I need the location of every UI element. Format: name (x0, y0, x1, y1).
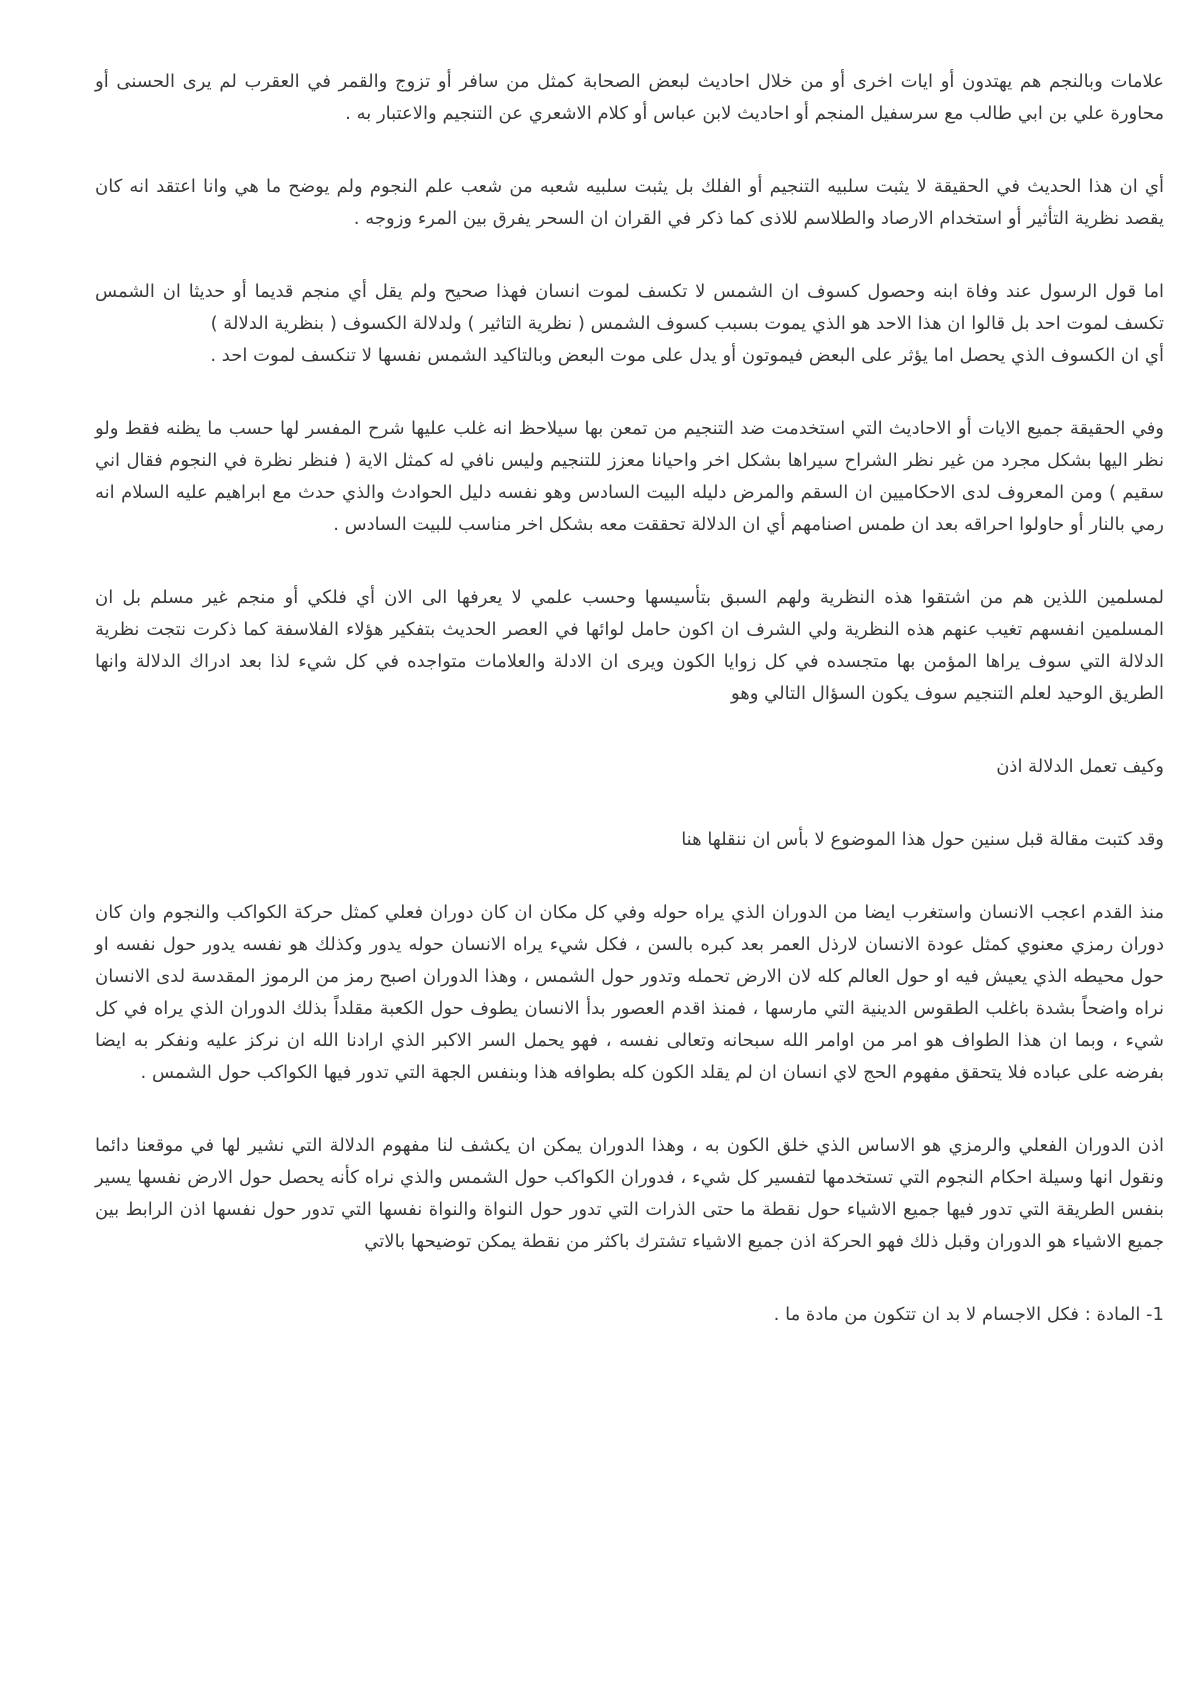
paragraph-text: وفي الحقيقة جميع الايات أو الاحاديث التي استخدمت ضد التنجيم من تمعن بها سيلاحظ انه غلب عليها شرح المفسر لها حسب ما يظنه فقط ولو نظر اليها بشكل مجرد من غير نظر الشراح سيراها بشكل اخر واحيانا معزز للتنجيم وليس نافي له (95, 418, 1164, 471)
paragraph-text: منذ القدم اعجب الانسان واستغرب ايضا من الدوران الذي يراه حوله وفي كل مكان ان كان دوران فعلي كمثل حركة الكواكب والنجوم وان كان دوران رمزي معنوي كمثل عودة الانسان لارذل العمر بعد كبره بالسن ، فكل شيء يراه الانسان حوله يدور وكذلك هو نفسه يدور حول نفسه او حول محيطه الذي يعيش فيه او حول العالم كله لان الارض تحمله وتدور حول الشمس ، وهذا الدوران اصبح رمز من الرموز المقدسة لدى الانسان نراه واضحاً بشدة باغلب الطقوس الدينية التي مارسها ، فمنذ اقدم العصور بدأ الانسان يطوف حول الكعبة مقلداً بذلك الدوران الذي يراه في كل شيء ، وبما ان هذا الطواف هو امر من اوامر الله سبحانه وتعالى نفسه ، فهو يحمل السر الاكبر الذي ارادنا الله ان نركز عليه ونفكر به ايضا بفرضه على عباده فلا يتحقق مفهوم الحج لاي انسان ان لم يقلد الكون كله بطوافه هذا وبنفس الجهة التي تدور فيها الكواكب حول الشمس . (95, 902, 1164, 1083)
paragraph-text: كمثل الاية ( فنظر نظرة في النجوم فقال اني سقيم ) ومن المعروف لدى الاحكاميين ان السقم والمرض دليله البيت السادس وهو نفسه دليل الحوادث والذي حدث مع ابراهيم عليه السلام انه رمي بالنار أو حاولوا احراقه بعد ان طمس اصنامهم أي ان الدلالة تحققت معه بشكل اخر مناسب للبيت السادس . (95, 450, 1164, 535)
paragraph-question-dalala (95, 751, 1164, 783)
paragraph-rotation-meaning (95, 1130, 1164, 1258)
paragraph-text: اما قول الرسول عند وفاة ابنه وحصول كسوف ان الشمس لا تكسف لموت انسان فهذا صحيح ولم يقل أي منجم قديما أو حديثا ان الشمس تكسف لموت احد بل قالوا ان هذا الاحد هو الذي يموت بسبب كسوف الشمس ( نظرية التاثير ) ولدلالة الكسوف ( بنظرية الدلالة ) (95, 281, 1164, 334)
paragraph-rotation (95, 897, 1164, 1089)
paragraph-text: وقد كتبت مقالة قبل سنين حول هذا الموضوع لا بأس ان ننقلها هنا (681, 829, 1164, 850)
paragraph-eclipse (95, 276, 1164, 372)
paragraph-text: 1- المادة : فكل الاجسام لا بد ان تتكون من مادة ما . (773, 1304, 1164, 1325)
paragraph-text: علامات وبالنجم هم يهتدون أو ايات اخرى أو من خلال احاديث لبعض الصحابة كمثل من سافر أو تزوج والقمر في العقرب لم يرى الحسنى أو محاورة علي بن ابي طالب مع سرسفيل المنجم أو احاديث لابن عباس أو كلام الاشعري عن التنجيم والاعتبار به . (95, 71, 1164, 124)
paragraph-text: أي ان الكسوف الذي يحصل اما يؤثر على البعض فيموتون أو يدل على موت البعض وبالتاكيد الشمس نفسها لا تنكسف لموت احد . (210, 345, 1164, 366)
paragraph-text: اذن الدوران الفعلي والرمزي هو الاساس الذي خلق الكون به ، وهذا الدوران يمكن ان يكشف لنا مفهوم الدلالة التي نشير لها في موقعنا دائما ونقول انها وسيلة احكام النجوم التي تستخدمها لتفسير كل شيء ، فدوران الكواكب حول الشمس والذي نراه كأنه يحصل حول الارض نفسها يسير بنفس الطريقة التي تدور فيها جميع الاشياء حول نقطة ما حتى الذرات التي تدور حول النواة والنواة نفسها التي تدور حول نفسها اذن الرابط بين جميع الاشياء هو الدوران وقبل ذلك فهو الحركة اذن جميع الاشياء تشترك باكثر من نقطة يمكن توضيحها بالاتي (95, 1135, 1164, 1252)
paragraph-muslims-theory (95, 582, 1164, 710)
paragraph-text: وكيف تعمل الدلالة اذن (996, 756, 1164, 777)
paragraph-verses-against-astrology (95, 413, 1164, 541)
paragraph-text: أي ان هذا الحديث في الحقيقة لا يثبت سلبيه التنجيم أو الفلك بل يثبت سلبيه شعبه من شعب علم النجوم ولم يوضح ما هي وانا اعتقد انه كان يقصد نظرية التأثير أو استخدام الارصاد والطلاسم للاذى كما ذكر في القران ان السحر يفرق بين المرء وزوجه . (95, 176, 1164, 229)
paragraph-list-item-matter (95, 1299, 1164, 1331)
paragraph-astrology-evidence (95, 66, 1164, 130)
paragraph-text: لمسلمين اللذين هم من اشتقوا هذه النظرية ولهم السبق بتأسيسها وحسب علمي لا يعرفها الى الان أي فلكي أو منجم غير مسلم بل ان المسلمين انفسهم تغيب عنهم هذه النظرية ولي الشرف ان اكون حامل لوائها في العصر الحديث بتفكير هؤلاء الفلاسفة كما ذكرت نتجت نظرية الدلالة التي سوف يراها المؤمن بها متجسده في كل زوايا الكون ويرى ان الادلة والعلامات متواجده في كل شيء لذا بعد ادراك الدلالة وانها الطريق الوحيد لعلم التنجيم سوف يكون السؤال التالي وهو (95, 587, 1164, 704)
paragraph-old-article-note (95, 824, 1164, 856)
paragraph-hadith-interpretation (95, 171, 1164, 235)
